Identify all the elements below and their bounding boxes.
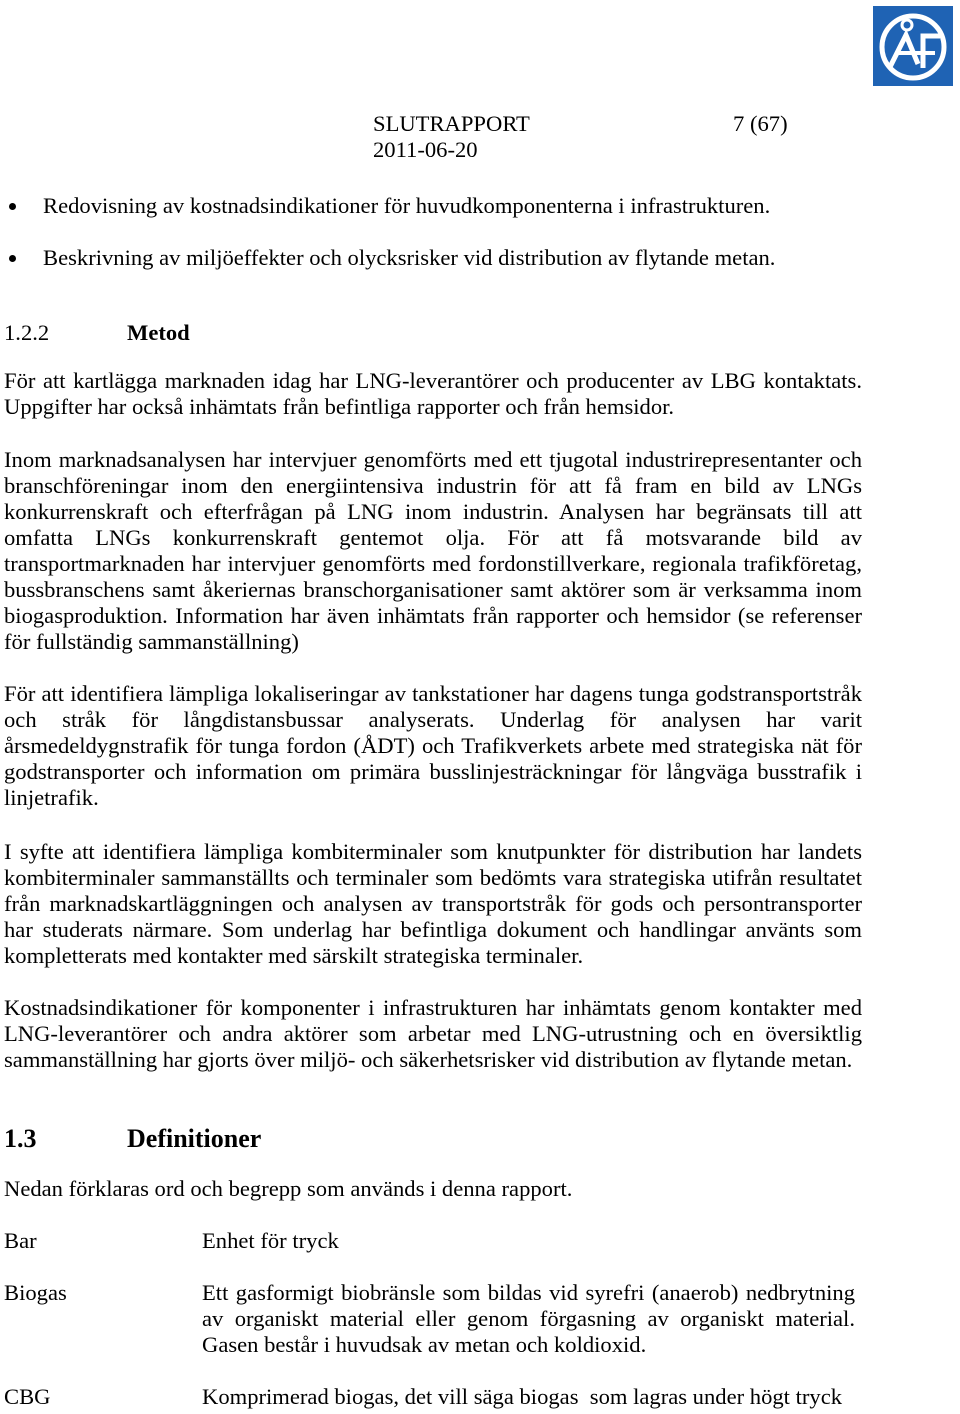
- bullet-item: Redovisning av kostnadsindikationer för huvudkomponenterna i infrastrukturen.: [43, 193, 771, 218]
- method-paragraph-4: [4, 839, 862, 969]
- paragraph-line: biogasproduktion. Information har även inhämtats från rapporter och hemsidor (se referenser: [4, 603, 862, 628]
- paragraph-line: från marknadskartläggningen och analysen av transportstråk för gods och persontransporter: [4, 891, 862, 916]
- definitions-intro: Nedan förklaras ord och begrepp som används i denna rapport.: [4, 1176, 573, 1201]
- company-logo: [873, 6, 953, 86]
- paragraph-line: linjetrafik.: [4, 785, 99, 810]
- method-paragraph-3: [4, 681, 862, 811]
- definition-line: Komprimerad biogas, det vill säga biogas som lagras under högt tryck: [202, 1384, 843, 1409]
- paragraph-line: För att identifiera lämpliga lokaliseringar av tankstationer har dagens tunga godstransportstråk: [4, 681, 862, 706]
- bullet-item: Beskrivning av miljöeffekter och olycksrisker vid distribution av flytande metan.: [43, 245, 776, 270]
- paragraph-line: I syfte att identifiera lämpliga kombiterminaler som knutpunkter för distribution har landets: [4, 839, 862, 864]
- paragraph-line: Kostnadsindikationer för komponenter i infrastrukturen har inhämtats genom kontakter med: [4, 995, 862, 1020]
- paragraph-line: konkurrenskraft och efterfrågan på LNG inom industrin. Analysen har begränsats till att: [4, 499, 862, 524]
- section-number: 1.3: [4, 1124, 37, 1153]
- bullet-icon: [9, 255, 16, 262]
- definition-description: [202, 1280, 855, 1358]
- section-number: 1.2.2: [4, 320, 50, 345]
- page-number: 7 (67): [733, 111, 788, 136]
- paragraph-line: För att kartlägga marknaden idag har LNG-leverantörer och producenter av LBG kontaktats.: [4, 368, 862, 393]
- report-date: 2011-06-20: [373, 137, 478, 162]
- paragraph-line: branschföreningar inom den energiintensiva industrin för att få fram en bild av LNGs: [4, 473, 862, 498]
- paragraph-line: årsmedeldygnstrafik för tunga fordon (ÅDT) och Trafikverkets arbete med strategiska nät för: [4, 733, 862, 758]
- paragraph-line: kompletterats med kontakter med särskilt strategiska terminaler.: [4, 943, 584, 968]
- paragraph-line: kombiterminaler sammanställts och terminaler som bedömts vara strategiska utifrån resultatet: [4, 865, 862, 890]
- paragraph-line: sammanställning har gjorts över miljö- och säkerhetsrisker vid distribution av flytande metan.: [4, 1047, 853, 1072]
- paragraph-line: har studerats närmare. Som underlag har befintliga dokument och handlingar använts som: [4, 917, 862, 942]
- paragraph-line: transportmarknaden har intervjuer genomförts med fordonstillverkare, regionala trafikföretag,: [4, 551, 862, 576]
- paragraph-line: Uppgifter har också inhämtats från befintliga rapporter och från hemsidor.: [4, 394, 675, 419]
- section-title: Metod: [127, 320, 190, 345]
- paragraph-line: LNG-leverantörer och andra aktörer som arbetar med LNG-utrustning och en översiktlig: [4, 1021, 862, 1046]
- definition-term: Bar: [4, 1228, 37, 1253]
- definition-description: [202, 1384, 855, 1410]
- paragraph-line: för fullständig sammanställning): [4, 629, 299, 654]
- method-paragraph-5: [4, 995, 862, 1073]
- definition-line: Gasen består i huvudsak av metan och koldioxid.: [202, 1332, 647, 1357]
- definition-line: av organiskt material eller genom förgasning av organiskt material.: [202, 1306, 855, 1331]
- definition-term: Biogas: [4, 1280, 67, 1305]
- definition-term: CBG: [4, 1384, 51, 1409]
- paragraph-line: Inom marknadsanalysen har intervjuer genomförts med ett tjugotal industrirepresentanter och: [4, 447, 862, 472]
- paragraph-line: omfatta LNGs konkurrenskraft gentemot olja. För att få motsvarande bild av: [4, 525, 862, 550]
- method-paragraph-2: [4, 447, 862, 655]
- report-title: SLUTRAPPORT: [373, 111, 530, 136]
- definition-description: [202, 1228, 855, 1254]
- section-title: Definitioner: [127, 1124, 262, 1153]
- paragraph-line: bussbranschens samt åkeriernas branschorganisationer samt aktörer som är verksamma inom: [4, 577, 862, 602]
- paragraph-line: och stråk för långdistansbussar analyserats. Underlag för analysen har varit: [4, 707, 862, 732]
- paragraph-line: godstransporter och information om primära busslinjesträckningar för långväga busstrafik i: [4, 759, 862, 784]
- definition-line: Ett gasformigt biobränsle som bildas vid syrefri (anaerob) nedbrytning: [202, 1280, 855, 1305]
- bullet-icon: [9, 203, 16, 210]
- method-paragraph-1: [4, 368, 862, 420]
- definition-line: Enhet för tryck: [202, 1228, 339, 1253]
